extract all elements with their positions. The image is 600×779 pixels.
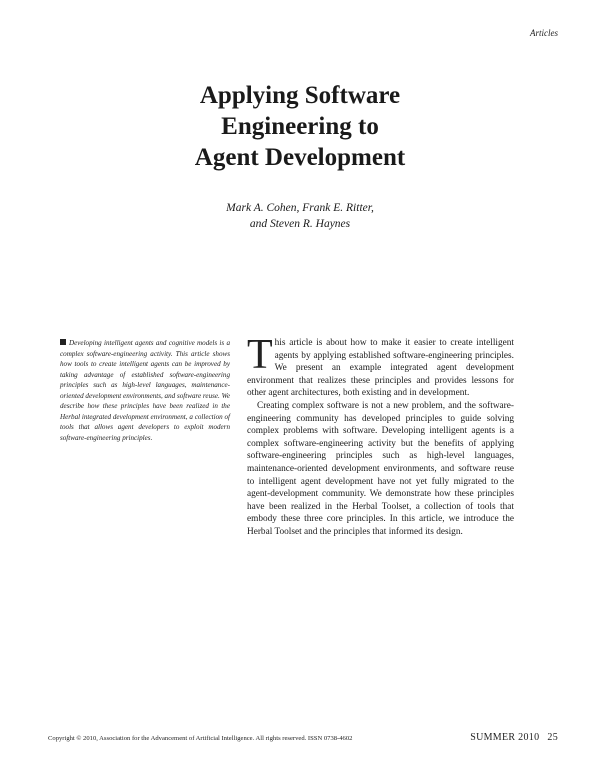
title-line: Engineering to [221,113,379,140]
body-paragraph [247,332,514,400]
title-line: Applying Software [199,82,401,109]
issue-label: SUMMER 2010 [470,732,540,743]
page-number: 25 [547,732,558,743]
section-label: Articles [530,28,558,38]
author-list [0,200,600,232]
article-body [247,332,514,539]
abstract-text: Developing intelligent agents and cognitive models is a complex software-engineering activity. This article shows how tools to create intelligent agents can be improved by taking advantage of established software-engineering principles such as high-level languages, maintenance-oriented development environments, and software reuse. We describe how these principles have been realized in the Herbal integrated development environment, a collection of tools that allows agent developers to exploit modern software-engineering principles. [60,339,230,442]
author-line: Mark A. Cohen, Frank E. Ritter, [226,202,374,214]
author-line: and Steven R. Haynes [249,218,351,230]
square-bullet-icon [60,339,66,345]
article-title [0,80,600,173]
abstract [60,338,230,443]
drop-cap: T [247,332,273,378]
body-paragraph: Creating complex software is not a new problem, and the software-engineering community has developed principles to guide solving complex problems with software. Developing intelligent agents is a complex software-engineering activity but the benefits of applying software-engineering principles such as high-level languages, maintenance-oriented development environments, and software reuse to intelligent agent development have not yet fully migrated to the agent-development community. We demonstrate how these principles have been realized in the Herbal Toolset, a collection of tools that embody these three core principles. In this article, we introduce the Herbal Toolset and the principles that informed its design. [247,400,514,537]
body-paragraph-text: his article is about how to make it easier to create intelligent agents by applying established software-engineering principles. We present an example integrated agent development environment that realizes these principles and provides lessons for other agent architectures, both existing and in development. [247,338,514,399]
title-line: Agent Development [194,144,406,171]
issue-info [470,732,558,743]
copyright-notice: Copyright © 2010, Association for the Advancement of Artificial Intelligence. All rights reserved. ISSN 0738-4602 [48,735,353,742]
